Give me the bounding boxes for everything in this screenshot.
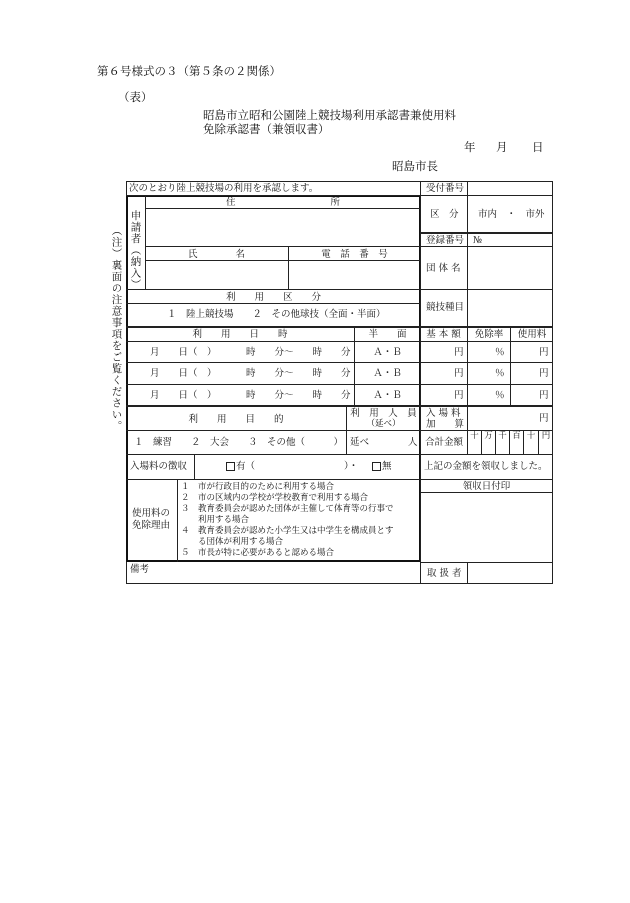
purpose-label: 利 用 目 的 (188, 414, 284, 425)
schedule-row-3-half: Ａ・Ｂ (373, 390, 402, 401)
exemption-reason-2: ２ 市の区域内の学校が学校教育で利用する場合 (181, 493, 369, 503)
admission-yes-checkbox[interactable] (226, 462, 235, 471)
row-2-fee-yen: 円 (539, 368, 549, 379)
exemption-reason-3: ３ 教育委員会が認めた団体が主催して体育等の行事で (181, 504, 394, 514)
admission-fee-yen: 円 (539, 413, 549, 424)
admission-yes-label: 有（ (236, 461, 256, 472)
admission-fee-label-2: 加 算 (426, 419, 465, 430)
form-number: 第６号様式の３（第５条の２関係） (97, 64, 281, 78)
admission-fee-label-1: 入 場 料 (426, 408, 461, 419)
intro-text: 次のとおり陸上競技場の利用を承認します。 (129, 183, 319, 194)
remarks-label: 備考 (130, 564, 150, 575)
receipt-date-stamp-label: 領収日付印 (462, 481, 511, 492)
side-label: （表） (118, 90, 153, 104)
row-3-rate-percent: ％ (495, 390, 505, 401)
schedule-row-2-half: Ａ・Ｂ (373, 368, 402, 379)
receipt-number-label: 受付番号 (426, 183, 465, 194)
schedule-row-1-half: Ａ・Ｂ (373, 347, 402, 358)
date-year-label: 年 (464, 140, 476, 154)
admission-no-checkbox[interactable] (372, 462, 381, 471)
schedule-row-2-time: 時 分〜 時 分 (246, 368, 351, 379)
handler-label: 取 扱 者 (427, 568, 462, 579)
district-options: 市内 ・ 市外 (478, 209, 545, 220)
admission-label: 入場料の徴収 (130, 461, 188, 472)
name-label: 氏 名 (187, 249, 245, 260)
digit-label: 万 (484, 431, 493, 441)
issuer-name: 昭島市長 (392, 159, 438, 173)
exemption-label-2: 免除理由 (132, 520, 171, 531)
address-label: 住 所 (225, 197, 340, 208)
users-label-line-2: （延べ） (366, 419, 401, 429)
admission-no-label: 無 (382, 461, 392, 472)
users-value-unit: 人 (408, 437, 418, 448)
exempt-rate-label: 免除率 (474, 329, 504, 340)
row-1-base-yen: 円 (454, 347, 464, 358)
usage-fee-label: 使用料 (517, 329, 547, 340)
exemption-label-1: 使用料の (132, 508, 171, 519)
registration-number-prefix: № (473, 235, 482, 246)
district-label: 区 分 (430, 209, 459, 220)
schedule-row-3-date: 月 日（ ） (150, 390, 217, 401)
half-header: 半 面 (368, 329, 407, 340)
row-1-rate-percent: ％ (495, 347, 505, 358)
digit-label: 千 (498, 431, 507, 441)
receipt-statement: 上記の金額を領収しました。 (424, 461, 548, 472)
applicant-section-label: 申請者（納入） (129, 210, 142, 291)
users-label-line-1: 利 用 人 員 (350, 408, 417, 419)
date-month-label: 月 (496, 140, 508, 154)
row-2-rate-percent: ％ (495, 368, 505, 379)
date-day-label: 日 (532, 140, 544, 154)
digit-label: 十 (470, 431, 479, 441)
group-name-label: 団 体 名 (426, 263, 461, 274)
schedule-row-3-time: 時 分〜 時 分 (246, 390, 351, 401)
digit-label: 十 (526, 431, 536, 441)
registration-number-label: 登録番号 (426, 235, 465, 246)
row-3-base-yen: 円 (454, 390, 464, 401)
title-line-2: 免除承認書（兼領収書） (203, 122, 330, 136)
exemption-reason-4-cont: る団体が利用する場合 (181, 537, 284, 547)
schedule-row-2-date: 月 日（ ） (150, 368, 217, 379)
title-line-1: 昭島市立昭和公園陸上競技場利用承認書兼使用料 (203, 108, 456, 122)
side-note: （注）裏面の注意事項をご覧ください。 (110, 225, 123, 432)
row-3-fee-yen: 円 (539, 390, 549, 401)
schedule-row-1-time: 時 分〜 時 分 (246, 347, 351, 358)
usage-category-label: 利 用 区 分 (225, 292, 321, 303)
exemption-reason-3-cont: 利用する場合 (181, 515, 250, 525)
exemption-reason-5: ５ 市長が特に必要があると認める場合 (181, 548, 335, 558)
exemption-reason-1: １ 市が行政目的のために利用する場合 (181, 482, 335, 492)
schedule-row-1-date: 月 日（ ） (150, 347, 217, 358)
total-amount-label: 合計金額 (425, 437, 464, 448)
digit-label: 円 (541, 431, 551, 441)
admission-yes-close: ）・ (344, 461, 359, 472)
sport-type-label: 競技種目 (426, 302, 465, 313)
phone-label: 電 話 番 号 (321, 249, 388, 260)
row-1-fee-yen: 円 (539, 347, 549, 358)
users-value-prefix: 延べ (350, 437, 370, 448)
purpose-options: １ 練習 ２ 大会 ３ その他（ ） (134, 437, 344, 448)
digit-label: 百 (512, 431, 521, 441)
exemption-reason-4: ４ 教育委員会が認めた小学生又は中学生を構成員とす (181, 526, 394, 536)
usage-category-options: １ 陸上競技場 ２ その他球技（全面・半面） (167, 309, 386, 320)
datetime-header: 利 用 日 時 (192, 329, 288, 340)
base-fee-label: 基 本 額 (426, 329, 461, 340)
row-2-base-yen: 円 (454, 368, 464, 379)
